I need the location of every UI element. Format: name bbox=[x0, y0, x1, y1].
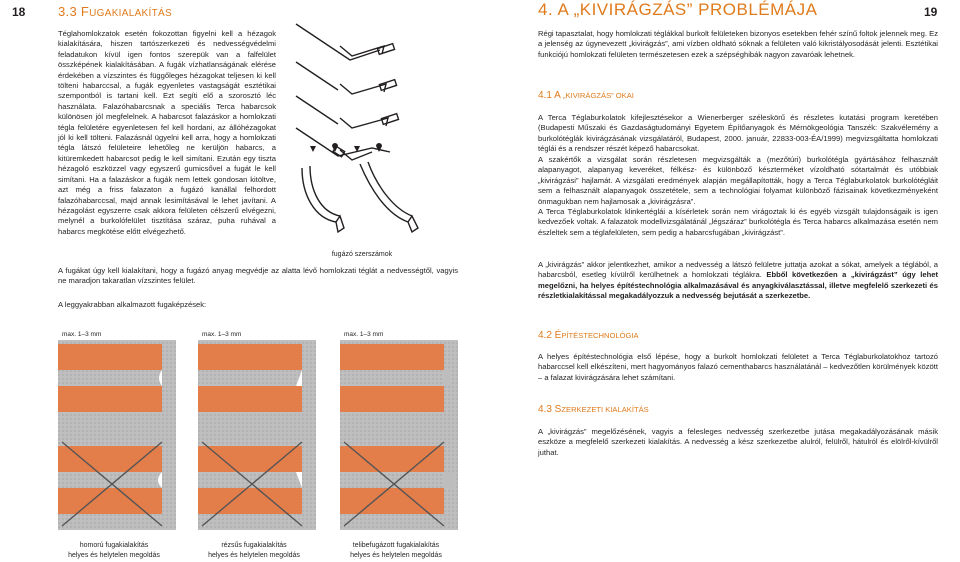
max-label-3: max. 1–3 mm bbox=[344, 331, 384, 338]
figure-homoru-fuga bbox=[58, 340, 176, 530]
paragraph-fuga-vedelem: A fugákat úgy kell kialakítani, hogy a fugázó anyag megvédje az alatta lévő homlokzati téglát a nedvességtől, vagyis ne maradjon takaratlan vízszintes felület. bbox=[58, 266, 458, 286]
subheading-4-2-rest: PÍTÉSTECHNOLÓGIA bbox=[561, 331, 639, 340]
paragraph-4-3-szerkezet: A „kivirágzás” megelőzésének, vagyis a felesleges nedvesség szerkezetbe jutása megakadályozásának másik eszköze a megfelelő szerkezeti kialakítás. A nedvesség a kész szerkezetbe alulról, felülről, hátulról és elölről-kívülről juthat. bbox=[538, 427, 938, 457]
paragraph-4-1-kutatas: A Terca Téglaburkolatok kifejlesztésekor a Wienerberger széleskörű és részletes kutatási program keretében (Budapesti Műszaki és Gazdaságtudományi Egyetem Építőanyagok és Mérnökgeológia Tanszék: Szakvélemény a burkolótéglák kivirágzásának vizsgálatáról, Budapest, 2000. január, 22833-003-ÉA/1999) megvizsgáltatta homlokzati téglái és a rendszer részét képező habarcsokat. bbox=[538, 113, 938, 154]
page-number-right: 19 bbox=[924, 5, 938, 19]
caption-rezsus-line1: rézsűs fugakialakítás bbox=[221, 542, 287, 549]
paragraph-4-1-megelozes-a: A „kivirágzás” akkor jelentkezhet, amikor a nedvesség a látszó felületre juttatja azokat a sókat, amelyek a téglából, a habarcsból, esetleg kívülről kerülhetnek a homlokzati téglákra. bbox=[538, 260, 938, 280]
caption-rezsus bbox=[184, 541, 324, 561]
subheading-4-1 bbox=[538, 90, 634, 101]
paragraph-4-1-megelozes-bold: Ebből következően a „kivirágzást” úgy lehet megelőzni, ha helyes építéstechnológia alkalmazásával és anyagkiválasztással, illetve megfelelő szerkezeti és részletkialakítással megakadályozzuk a nedvesség bejutását a szerkezetbe. bbox=[538, 270, 938, 301]
tool-4 bbox=[296, 128, 390, 160]
caption-homoru bbox=[44, 541, 184, 561]
heading-number: 3.3 bbox=[58, 4, 81, 19]
subheading-4-2-num: 4.2 É bbox=[538, 330, 562, 341]
chapter-heading-kivirágzás: 4. A „KIVIRÁGZÁS” PROBLÉMÁJA bbox=[538, 0, 818, 19]
subheading-4-2 bbox=[538, 330, 639, 341]
figure-rezsus-fuga bbox=[198, 340, 316, 530]
tool-3 bbox=[296, 96, 399, 128]
subheading-4-1-rest: „KIVIRÁGZÁS” OKAI bbox=[563, 91, 634, 100]
heading-rest: UGAKIALAKÍTÁS bbox=[89, 8, 172, 19]
paragraph-4-1-megelozes bbox=[538, 260, 938, 302]
paragraph-fugak-intro: Téglahomlokzatok esetén fokozottan figyelni kell a hézagok kialakítására, hiszen tartószerkezeti és nedvességvédelmi feladatukon kívül igen fontos szerepük van a falfelület összképének kialakításában. A fugák vízhatlanságának elérése érdekében a vízszintes és függőleges hézagokat teljesen ki kell tölteni habarccsal, a fugák egyenletes vastagságát esztétikai szempontból is tartani kell. Ezt segíti elő a szorosztó léc használata. Falazóhabarcsnak a speciális Terca habarcsok különösen jól megfelelnek. A habarcsot falazáskor a homlokzati tégla felületére egyenletesen fel kell hordani, az állóhézagokat jól ki kell tölteni. Falazásnál ügyelni kell arra, hogy a homlokzati tégla látszó felületeire lehetőleg ne kerüljön habarcs, a kitüremkedett habarcsot pedig le kell simítani. Ezután egy tiszta hézagoló eszközzel vagy egyszerű gumicsővel a fugát le kell simítani. Ha a falazáskor a fugák nem lettek gondosan kitöltve, azt még a friss falazaton a fugázó kanállal felhordott falazóhabarccsal, majd annak lesimításával le lehet javítani. A hézagolást egyszerre csak akkora felületen célszerű elvégezni, melynél a burkolófelület tisztítása száraz, puha ruhával a habarcs megkötése előtt elvégezhető. bbox=[58, 29, 276, 236]
caption-telibe-line1: telibefugázott fugakialakítás bbox=[352, 542, 440, 549]
subheading-4-3 bbox=[538, 404, 649, 415]
subheading-4-1-num: 4.1 A bbox=[538, 90, 564, 101]
paragraph-4-2-epitestechnologia: A helyes építéstechnológia első lépése, hogy a burkolt homlokzati felületet a Terca Téglaburkolatokhoz tartozó habarccsel kell elkészíteni, mert hagyományos falazó cementhabarcs használatánál – kedvezőtlen körülmények között – a falazat kivirágzására lehet számítani. bbox=[538, 352, 938, 382]
caption-telibe bbox=[326, 541, 466, 561]
paragraph-4-1-klinker: A Terca Téglaburkolatok klinkertéglái a kísérletek során nem virágoztak ki és egyéb vizsgált tulajdonságaik is igen kedvezőek voltak. A falazatok modellvizsgálatánál „légszáraz” burkolótégla és Terca habarcs alkalmazása esetén nem észleltek sem a téglafelületen, sem pedig a habarcsfugában „kivirágzást”. bbox=[538, 207, 938, 237]
paragraph-kivirágzás-intro: Régi tapasztalat, hogy homlokzati téglákkal burkolt felületeken bizonyos esetekben fehér színű foltok jelennek meg. Ez a jelenség az úgynevezett „kivirágzás”, ami vízben oldható sóknak a felületen való kikristályosodását jelenti. Esztétikai funkciójú homlokzati felületen természetesen ezek a szépséghibák nagyon zavaróak lehetnek. bbox=[538, 29, 938, 59]
page-number-left: 18 bbox=[12, 5, 26, 19]
tool-2 bbox=[296, 62, 397, 94]
caption-homoru-line1: homorú fugakialakítás bbox=[79, 542, 149, 549]
caption-homoru-line2: helyes és helytelen megoldás bbox=[68, 552, 160, 559]
tools-caption: fugázó szerszámok bbox=[331, 251, 393, 258]
paragraph-4-1-vizsgalat: A szakértők a vizsgálat során részletesen megvizsgálták a (mezőtúri) burkolótégla gyártásához felhasznált alapanyagot, alapanyag keveréket, félkész- és különböző készterméket vízoldható sótartalmát és utóbbiak „kivirágzási” hajlamát. A vizsgálati eredmények alapján megállapították, hogy a Terca Téglaburkolatok burkolótégláit sem a felhasznált alapanyagok összetétele, sem a technológiai folyamat különböző fázisainak következményeként önmagukban nem hajlamosak a „kivirágzásra”. bbox=[538, 155, 938, 206]
tool-1 bbox=[296, 24, 395, 60]
tool-curved-2 bbox=[360, 162, 418, 232]
tool-curved-1 bbox=[302, 166, 344, 232]
subheading-4-3-num: 4.3 S bbox=[538, 404, 562, 415]
max-label-2: max. 1–3 mm bbox=[202, 331, 242, 338]
figure-telibe-fuga bbox=[340, 340, 458, 530]
paragraph-fugakepzesek: A leggyakrabban alkalmazott fugaképzések: bbox=[58, 300, 207, 309]
joint-figures bbox=[58, 330, 458, 538]
jointing-tools-illustration bbox=[288, 18, 448, 254]
section-heading-fugakialakitas bbox=[58, 4, 172, 19]
subheading-4-3-rest: ZERKEZETI KIALAKÍTÁS bbox=[561, 405, 649, 414]
caption-rezsus-line2: helyes és helytelen megoldás bbox=[208, 552, 300, 559]
heading-initial: F bbox=[80, 4, 90, 19]
max-label-1: max. 1–3 mm bbox=[62, 331, 102, 338]
caption-telibe-line2: helyes és helytelen megoldás bbox=[350, 552, 442, 559]
